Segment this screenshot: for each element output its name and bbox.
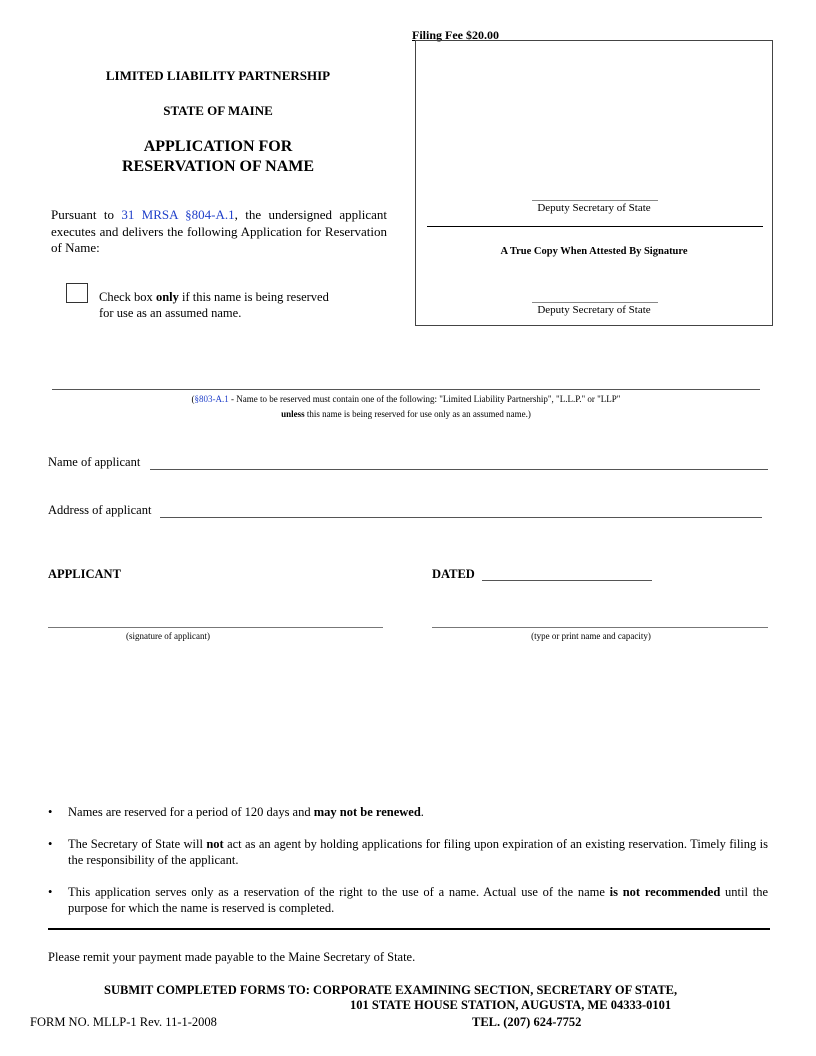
- bullet-icon: •: [48, 885, 53, 899]
- bullet3-text: This application serves only as a reservation of the right to the use of a name. Actual use of the name: [68, 885, 610, 899]
- note-paren-open: (: [191, 394, 195, 404]
- page-title: [48, 137, 388, 177]
- filing-fee: Filing Fee $20.00: [412, 28, 499, 42]
- statute-link-803[interactable]: §803-A.1: [194, 394, 229, 404]
- bullet3-bold: is not recommended: [609, 885, 721, 899]
- print-name-line[interactable]: [432, 627, 768, 628]
- deputy-signature-line-2: [532, 302, 658, 303]
- bullet2-text: The Secretary of State will: [68, 837, 207, 851]
- name-note-line1: [52, 394, 760, 404]
- dated-heading: DATED: [432, 567, 475, 581]
- check-text-line2: for use as an assumed name.: [99, 306, 242, 320]
- address-of-applicant-input[interactable]: [160, 505, 762, 518]
- note-unless-rest: this name is being reserved for use only as an assumed name.): [304, 409, 531, 419]
- check-text-bold: only: [155, 290, 179, 304]
- pursuant-prefix: Pursuant to: [51, 207, 122, 222]
- form-number: FORM NO. MLLP-1 Rev. 11-1-2008: [30, 1015, 217, 1029]
- print-name-caption: (type or print name and capacity): [531, 631, 651, 641]
- check-text-before: Check box: [99, 290, 156, 304]
- assumed-name-label: [99, 289, 329, 321]
- note-unless: unless: [281, 409, 305, 419]
- bullet1-bold: may not be renewed: [313, 805, 421, 819]
- pursuant-paragraph: [51, 207, 387, 257]
- deputy-label-2: Deputy Secretary of State: [537, 304, 651, 316]
- section-divider: [48, 928, 770, 930]
- bullet-icon: •: [48, 837, 53, 851]
- remit-note: Please remit your payment made payable to the Maine Secretary of State.: [48, 950, 416, 964]
- deputy-signature-line-1: [532, 200, 658, 201]
- dated-input[interactable]: [482, 568, 652, 581]
- submit-line-1: SUBMIT COMPLETED FORMS TO: CORPORATE EXAMINING SECTION, SECRETARY OF STATE,: [104, 983, 678, 997]
- submit-line-2: 101 STATE HOUSE STATION, AUGUSTA, ME 04333-0101: [350, 998, 672, 1012]
- header-state: STATE OF MAINE: [163, 103, 273, 118]
- header-llp: LIMITED LIABILITY PARTNERSHIP: [105, 68, 331, 83]
- title-line-2: RESERVATION OF NAME: [121, 158, 315, 175]
- bullet2-end: act as an agent by holding applications for filing upon expiration of an existing reservation. Timely filing is the responsibility of the applicant.: [68, 837, 768, 867]
- signature-line[interactable]: [48, 627, 383, 628]
- attestation-box: [415, 40, 773, 326]
- statute-link-804[interactable]: 31 MRSA §804-A.1: [121, 207, 235, 222]
- pursuant-suffix: , the undersigned applicant executes and delivers the following Application for Reservation of Name:: [51, 207, 387, 255]
- deputy-label-1: Deputy Secretary of State: [537, 202, 651, 214]
- note-text: - Name to be reserved must contain one of the following: "Limited Liability Partnership", "L.L.P." or "LLP": [228, 394, 621, 404]
- name-note-line2: [52, 409, 760, 419]
- name-of-applicant-label: Name of applicant: [48, 455, 141, 469]
- bullet1-text: Names are reserved for a period of 120 days and: [68, 805, 314, 819]
- bullet-icon: •: [48, 805, 53, 819]
- attest-divider: [427, 226, 763, 227]
- bullet2-bold: not: [206, 837, 224, 851]
- applicant-heading: APPLICANT: [48, 567, 121, 581]
- true-copy-label: A True Copy When Attested By Signature: [500, 246, 688, 257]
- bullet3-end: until the purpose for which the name is reserved is completed.: [68, 885, 768, 915]
- name-of-applicant-input[interactable]: [150, 457, 768, 470]
- assumed-name-checkbox[interactable]: [66, 283, 88, 303]
- check-text-after: if this name is being reserved: [178, 290, 329, 304]
- title-line-1: APPLICATION FOR: [143, 138, 293, 155]
- telephone: TEL. (207) 624-7752: [472, 1015, 582, 1029]
- signature-caption: (signature of applicant): [126, 631, 210, 641]
- notice-list: [48, 804, 770, 924]
- address-of-applicant-label: Address of applicant: [48, 503, 152, 517]
- reserved-name-input[interactable]: [52, 389, 760, 390]
- bullet1-end: .: [420, 805, 424, 819]
